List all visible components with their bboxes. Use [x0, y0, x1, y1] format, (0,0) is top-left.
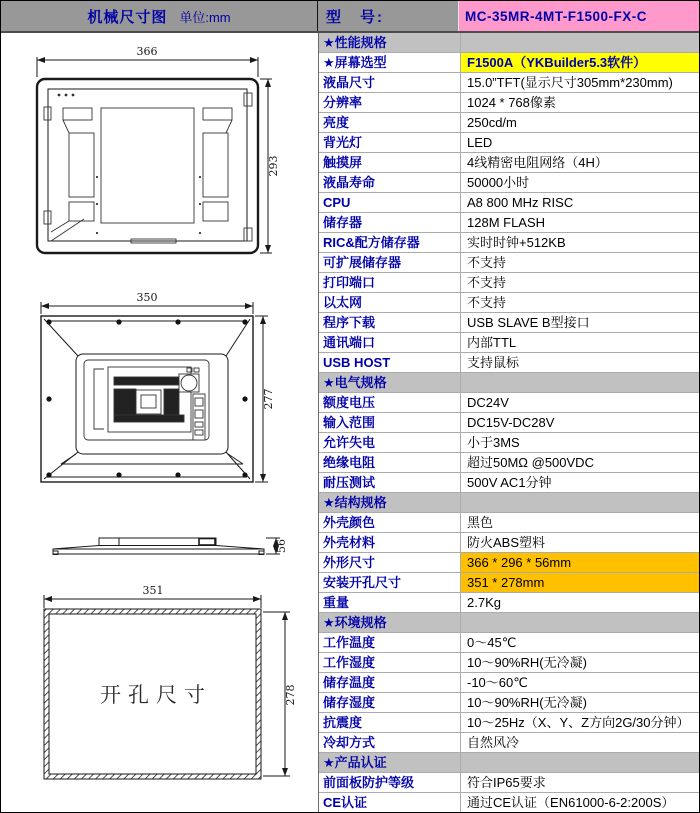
spec-label: 触摸屏	[319, 153, 461, 172]
spec-row	[319, 333, 699, 353]
spec-label: 外壳颜色	[319, 513, 461, 532]
spec-row	[319, 653, 699, 673]
spec-value: 小于3MS	[467, 435, 520, 450]
spec-value: 防火ABS塑料	[467, 535, 546, 550]
spec-value: 4线精密电阻网络（4H）	[467, 155, 608, 170]
spec-label: ★结构规格	[319, 493, 461, 512]
spec-label: 工作温度	[319, 633, 461, 652]
spec-value	[461, 33, 699, 52]
spec-row	[319, 113, 699, 133]
rear-height-dim: 277	[262, 388, 275, 410]
spec-value: 250cd/m	[467, 115, 517, 130]
spec-label: 分辨率	[319, 93, 461, 112]
front-view-drawing	[1, 41, 318, 266]
spec-value: 128M FLASH	[467, 215, 546, 230]
spec-row	[319, 413, 699, 433]
spec-label: 绝缘电阻	[319, 453, 461, 472]
spec-label: 工作湿度	[319, 653, 461, 672]
spec-row	[319, 513, 699, 533]
spec-row	[319, 253, 699, 273]
spec-row	[319, 693, 699, 713]
spec-row	[319, 233, 699, 253]
spec-label: 液晶尺寸	[319, 73, 461, 92]
spec-value: A8 800 MHz RISC	[467, 195, 574, 210]
side-depth-dim: 56	[275, 539, 288, 553]
spec-label: 额度电压	[319, 393, 461, 412]
spec-row	[319, 773, 699, 793]
spec-value: 10～25Hz（X、Y、Z方向2G/30分钟）	[467, 715, 690, 730]
spec-value: 500V AC1分钟	[467, 475, 552, 490]
rear-view-drawing	[1, 286, 318, 496]
spec-label: 外形尺寸	[319, 553, 461, 572]
spec-value: 实时时钟+512KB	[467, 235, 566, 250]
spec-row	[319, 533, 699, 553]
spec-value: 不支持	[467, 275, 507, 290]
rear-width-dim: 350	[136, 291, 158, 304]
spec-value: 2.7Kg	[467, 595, 501, 610]
spec-row	[319, 593, 699, 613]
spec-label: 液晶寿命	[319, 173, 461, 192]
spec-value: 超过50MΩ @500VDC	[467, 455, 594, 470]
drawing-header-cell	[1, 1, 318, 31]
spec-row	[319, 473, 699, 493]
spec-value: USB SLAVE B型接口	[467, 315, 590, 330]
spec-label: 冷却方式	[319, 733, 461, 752]
front-width-dim: 366	[136, 45, 158, 58]
spec-label: 外壳材料	[319, 533, 461, 552]
spec-row	[319, 313, 699, 333]
spec-label: 可扩展储存器	[319, 253, 461, 272]
cutout-drawing	[1, 583, 318, 812]
spec-row	[319, 453, 699, 473]
spec-row	[319, 353, 699, 373]
spec-value: 内部TTL	[467, 335, 517, 350]
spec-value	[461, 493, 699, 512]
spec-label: ★屏幕选型	[319, 53, 461, 72]
spec-label: ★电气规格	[319, 373, 461, 392]
spec-value: 10～90%RH(无冷凝)	[467, 695, 587, 710]
spec-row	[319, 73, 699, 93]
spec-row	[319, 553, 699, 573]
spec-value: 15.0”TFT(显示尺寸305mm*230mm)	[467, 75, 673, 90]
spec-row	[319, 273, 699, 293]
spec-value: DC24V	[467, 395, 509, 410]
spec-row	[319, 573, 699, 593]
spec-label: ★性能规格	[319, 33, 461, 52]
spec-label: CE认证	[319, 793, 461, 812]
spec-label: 储存器	[319, 213, 461, 232]
spec-row	[319, 293, 699, 313]
spec-row	[319, 673, 699, 693]
spec-value: DC15V-DC28V	[467, 415, 555, 430]
spec-label: 打印端口	[319, 273, 461, 292]
spec-row	[319, 213, 699, 233]
spec-label: 亮度	[319, 113, 461, 132]
section-row	[319, 493, 699, 513]
spec-value: 自然风冷	[467, 735, 520, 750]
spec-value: 符合IP65要求	[467, 775, 546, 790]
spec-label: 安装开孔尺寸	[319, 573, 461, 592]
spec-row	[319, 153, 699, 173]
spec-label: RIC&配方储存器	[319, 233, 461, 252]
spec-label: 耐压测试	[319, 473, 461, 492]
side-view-drawing	[1, 523, 318, 578]
spec-value: 0～45℃	[467, 635, 517, 650]
spec-label: 抗震度	[319, 713, 461, 732]
front-height-dim: 293	[267, 155, 280, 177]
spec-value: F1500A（YKBuilder5.3软件）	[461, 53, 699, 72]
spec-value	[461, 753, 699, 772]
section-row	[319, 373, 699, 393]
spec-label: CPU	[319, 193, 461, 212]
unit-label: 单位:mm	[179, 9, 231, 25]
spec-value: 不支持	[467, 295, 507, 310]
model-label: 型 号:	[318, 1, 459, 31]
spec-row	[319, 133, 699, 153]
spec-label: 背光灯	[319, 133, 461, 152]
header-band	[1, 1, 699, 33]
spec-value	[461, 373, 699, 392]
spec-value: 不支持	[467, 255, 507, 270]
spec-row	[319, 93, 699, 113]
spec-label: 储存湿度	[319, 693, 461, 712]
cutout-label: 开孔尺寸	[100, 684, 212, 707]
spec-row	[319, 793, 699, 812]
spec-row	[319, 733, 699, 753]
mechanical-drawings-panel	[1, 33, 318, 812]
spec-row	[319, 633, 699, 653]
spec-row	[319, 193, 699, 213]
spec-label: USB HOST	[319, 353, 461, 372]
spec-value: 50000小时	[467, 175, 530, 190]
spec-value: 10～90%RH(无冷凝)	[467, 655, 587, 670]
spec-label: 重量	[319, 593, 461, 612]
spec-value: -10～60℃	[467, 675, 528, 690]
main-area	[1, 33, 699, 812]
spec-label: 储存温度	[319, 673, 461, 692]
spec-value: 支持鼠标	[467, 355, 520, 370]
spec-value: 黑色	[467, 515, 494, 530]
section-row	[319, 613, 699, 633]
section-row	[319, 753, 699, 773]
spec-label: 前面板防护等级	[319, 773, 461, 792]
spec-label: ★环境规格	[319, 613, 461, 632]
spec-label: 允许失电	[319, 433, 461, 452]
spec-label: 以太网	[319, 293, 461, 312]
section-row	[319, 33, 699, 53]
spec-value: 1024 * 768像素	[467, 95, 556, 110]
spec-label: 输入范围	[319, 413, 461, 432]
spec-label: 通讯端口	[319, 333, 461, 352]
drawing-title: 机械尺寸图	[87, 8, 168, 26]
spec-value: LED	[467, 135, 493, 150]
cutout-width-dim: 351	[142, 584, 164, 597]
spec-row	[319, 433, 699, 453]
spec-value: 351 * 278mm	[461, 573, 699, 592]
spec-value	[461, 613, 699, 632]
spec-row	[319, 173, 699, 193]
spec-table	[318, 33, 699, 812]
spec-row	[319, 713, 699, 733]
spec-value: 366 * 296 * 56mm	[461, 553, 699, 572]
spec-label: 程序下载	[319, 313, 461, 332]
spec-label: ★产品认证	[319, 753, 461, 772]
cutout-height-dim: 278	[284, 684, 297, 706]
spec-row	[319, 53, 699, 73]
spec-row	[319, 393, 699, 413]
spec-value: 通过CE认证（EN61000-6-2:200S）	[467, 795, 675, 810]
model-value: MC-35MR-4MT-F1500-FX-C	[459, 1, 699, 31]
